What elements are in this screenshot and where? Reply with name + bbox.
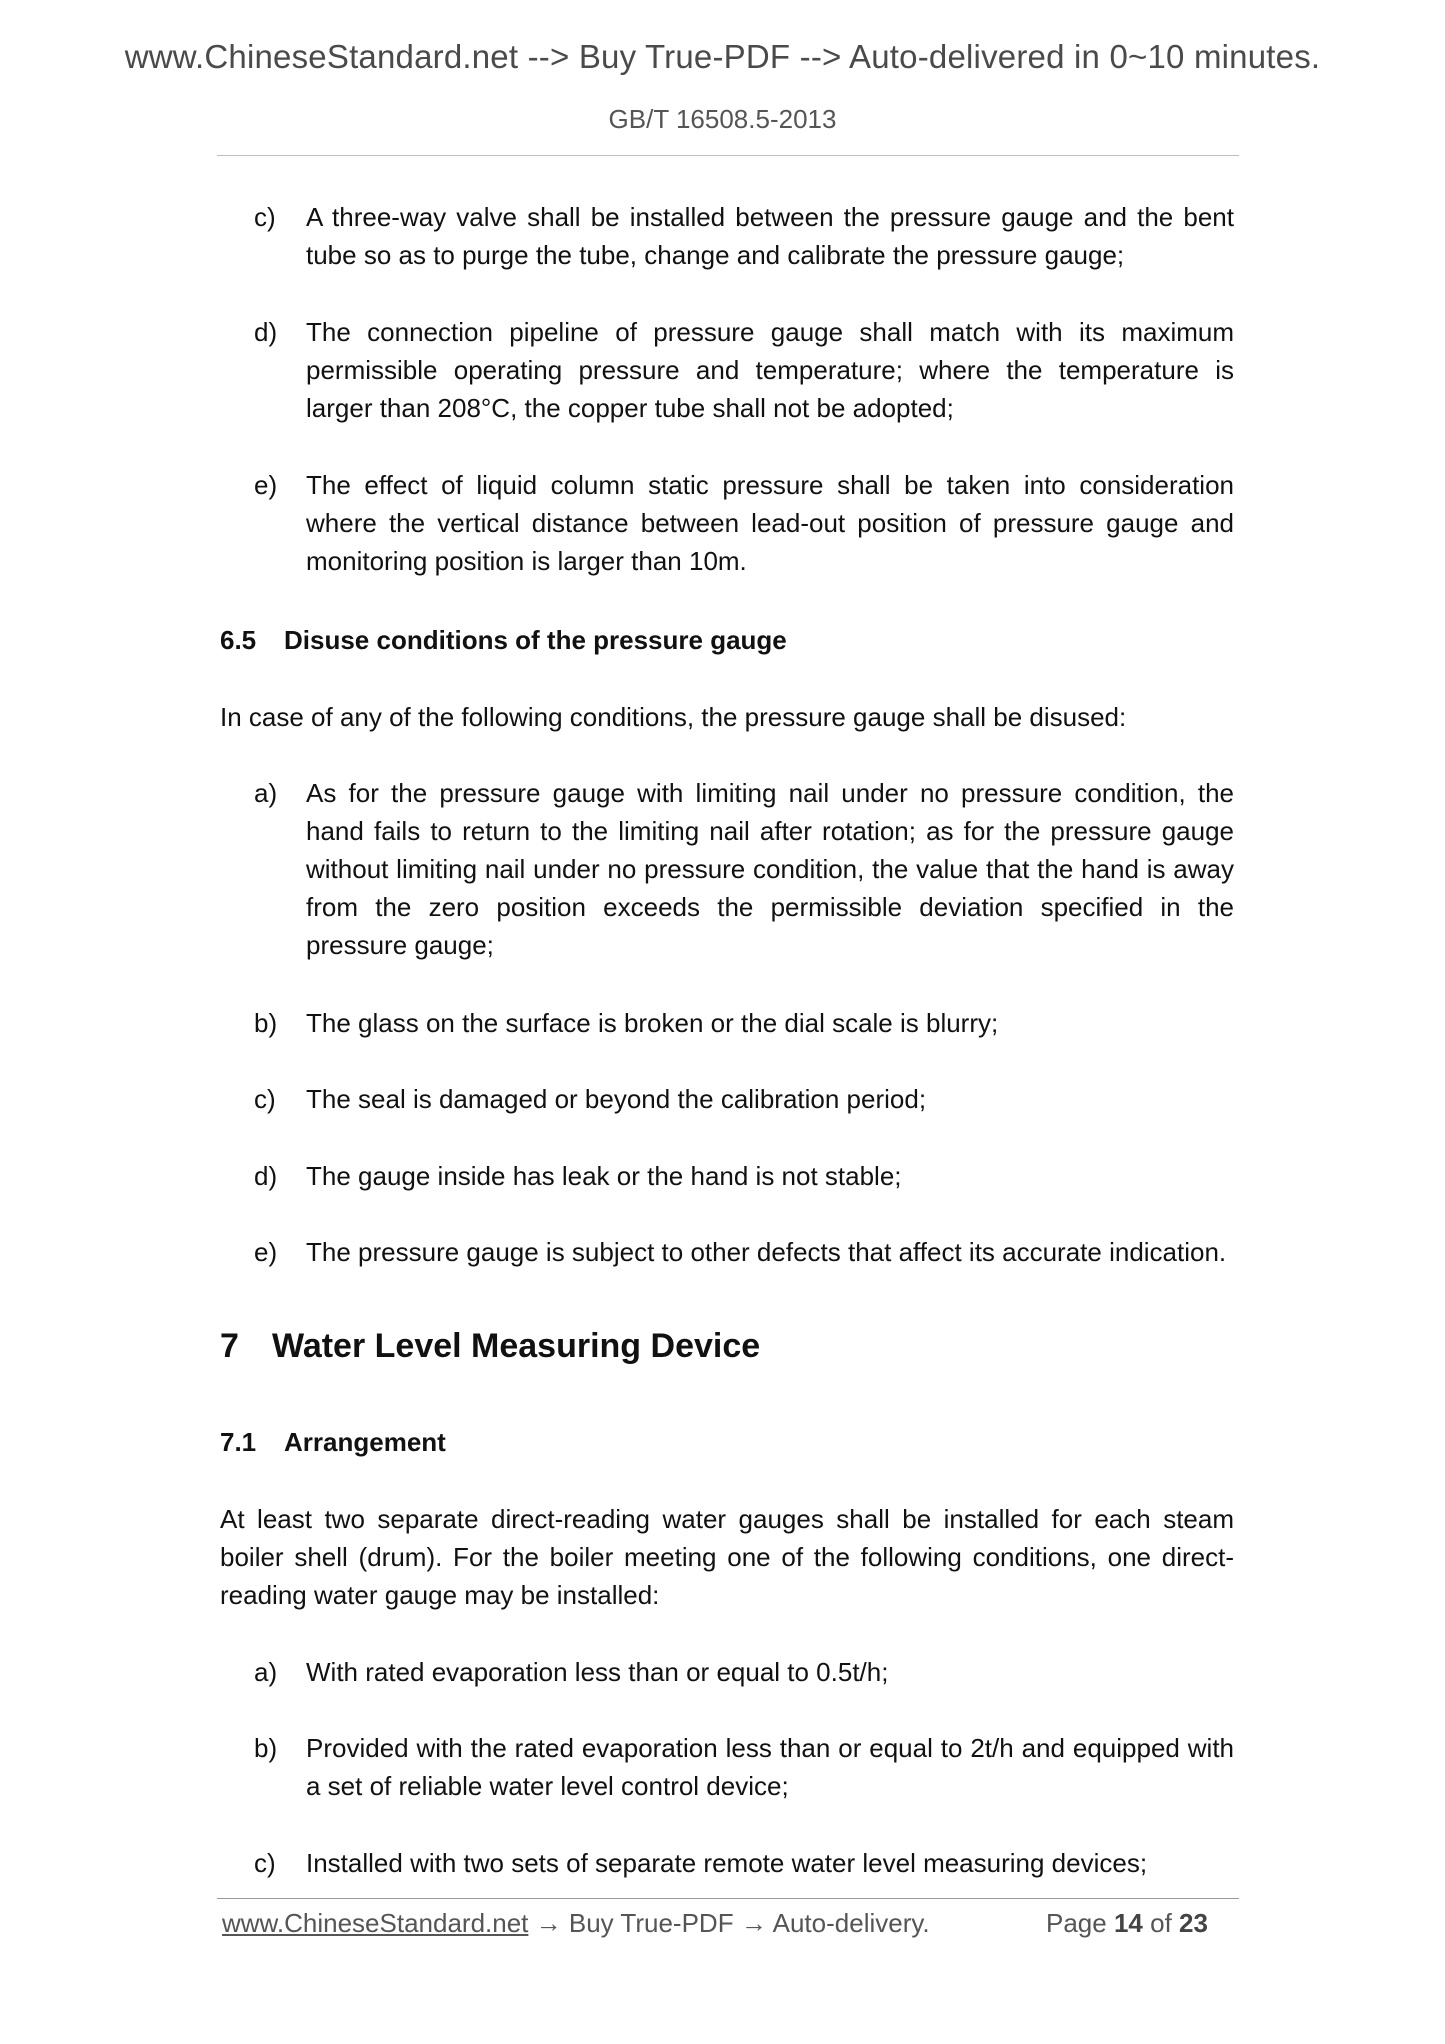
header-divider — [217, 155, 1239, 156]
chapter-heading-7 — [220, 1324, 760, 1368]
list-item-text: With rated evaporation less than or equal to 0.5t/h; — [306, 1657, 889, 1687]
list-marker: a) — [254, 1657, 278, 1687]
page-of: of — [1150, 1908, 1172, 1938]
list-item-text: Provided with the rated evaporation less than or equal to 2t/h and equipped with a set of reliable water level control device; — [306, 1733, 1234, 1801]
list-item-6-4-e — [254, 466, 1234, 580]
section-title: Disuse conditions of the pressure gauge — [284, 625, 787, 655]
list-marker: d) — [254, 1161, 278, 1191]
list-item-text: The pressure gauge is subject to other defects that affect its accurate indication. — [306, 1237, 1227, 1267]
list-marker: d) — [254, 317, 278, 347]
list-item-text: As for the pressure gauge with limiting nail under no pressure condition, the hand fails to return to the limiting nail after rotation; as for the pressure gauge without limiting nail under no pressure condition, the value that the hand is away from the zero position exceeds the permissible deviation specified in the pressure gauge; — [306, 778, 1234, 960]
section-heading-7-1 — [220, 1423, 446, 1461]
page-label: Page — [1046, 1908, 1107, 1938]
chapter-number: 7 — [220, 1327, 239, 1365]
list-item-6-5-a — [254, 774, 1234, 964]
list-item-text: The effect of liquid column static pressure shall be taken into consideration where the vertical distance between lead-out position of pressure gauge and monitoring position is larger than 10m. — [306, 470, 1234, 576]
list-item-7-1-a — [254, 1653, 1234, 1691]
page-current: 14 — [1113, 1908, 1143, 1938]
list-marker: e) — [254, 470, 278, 500]
header-banner: www.ChineseStandard.net --> Buy True-PDF --> Auto-delivered in 0~10 minutes. — [124, 38, 1321, 75]
list-marker: a) — [254, 778, 278, 808]
footer-delivery-text: Auto-delivery. — [772, 1908, 930, 1938]
list-item-text: The seal is damaged or beyond the calibration period; — [306, 1084, 927, 1114]
page-total: 23 — [1179, 1908, 1208, 1938]
list-marker: b) — [254, 1733, 278, 1763]
section-number: 7.1 — [220, 1427, 257, 1457]
list-marker: c) — [254, 1084, 276, 1114]
section-6-5-intro: In case of any of the following conditions, the pressure gauge shall be disused: — [220, 702, 1127, 732]
footer-links — [222, 1904, 930, 1942]
list-item-6-5-b — [254, 1004, 1234, 1042]
standard-code: GB/T 16508.5-2013 — [608, 104, 837, 134]
section-heading-6-5 — [220, 621, 787, 659]
list-item-6-5-e — [254, 1233, 1234, 1271]
list-marker: c) — [254, 1848, 276, 1878]
arrow-icon: → — [535, 1908, 562, 1938]
list-item-text: The gauge inside has leak or the hand is not stable; — [306, 1161, 902, 1191]
list-marker: c) — [254, 202, 276, 232]
arrow-icon: → — [740, 1908, 767, 1938]
list-item-6-4-d — [254, 313, 1234, 427]
list-item-7-1-b — [254, 1729, 1234, 1805]
footer-divider — [217, 1898, 1239, 1899]
chapter-title: Water Level Measuring Device — [272, 1327, 761, 1365]
list-item-6-5-d — [254, 1157, 1234, 1195]
page-number — [1046, 1904, 1208, 1942]
list-marker: b) — [254, 1008, 278, 1038]
list-item-text: The glass on the surface is broken or the dial scale is blurry; — [306, 1008, 999, 1038]
footer-buy-text: Buy True-PDF — [568, 1908, 734, 1938]
list-item-6-5-c — [254, 1080, 1234, 1118]
list-item-6-4-c — [254, 198, 1234, 274]
footer-site-link[interactable]: www.ChineseStandard.net — [222, 1908, 529, 1938]
section-number: 6.5 — [220, 625, 257, 655]
section-title: Arrangement — [284, 1427, 446, 1457]
section-7-1-intro: At least two separate direct-reading water gauges shall be installed for each steam boiler shell (drum). For the boiler meeting one of the following conditions, one direct-reading water gauge may be installed: — [220, 1504, 1234, 1610]
list-marker: e) — [254, 1237, 278, 1267]
list-item-text: Installed with two sets of separate remote water level measuring devices; — [306, 1848, 1148, 1878]
list-item-7-1-c — [254, 1844, 1234, 1882]
list-item-text: The connection pipeline of pressure gauge shall match with its maximum permissible operating pressure and temperature; where the temperature is larger than 208°C, the copper tube shall not be adopted; — [306, 317, 1234, 423]
list-item-text: A three-way valve shall be installed between the pressure gauge and the bent tube so as to purge the tube, change and calibrate the pressure gauge; — [306, 202, 1234, 270]
